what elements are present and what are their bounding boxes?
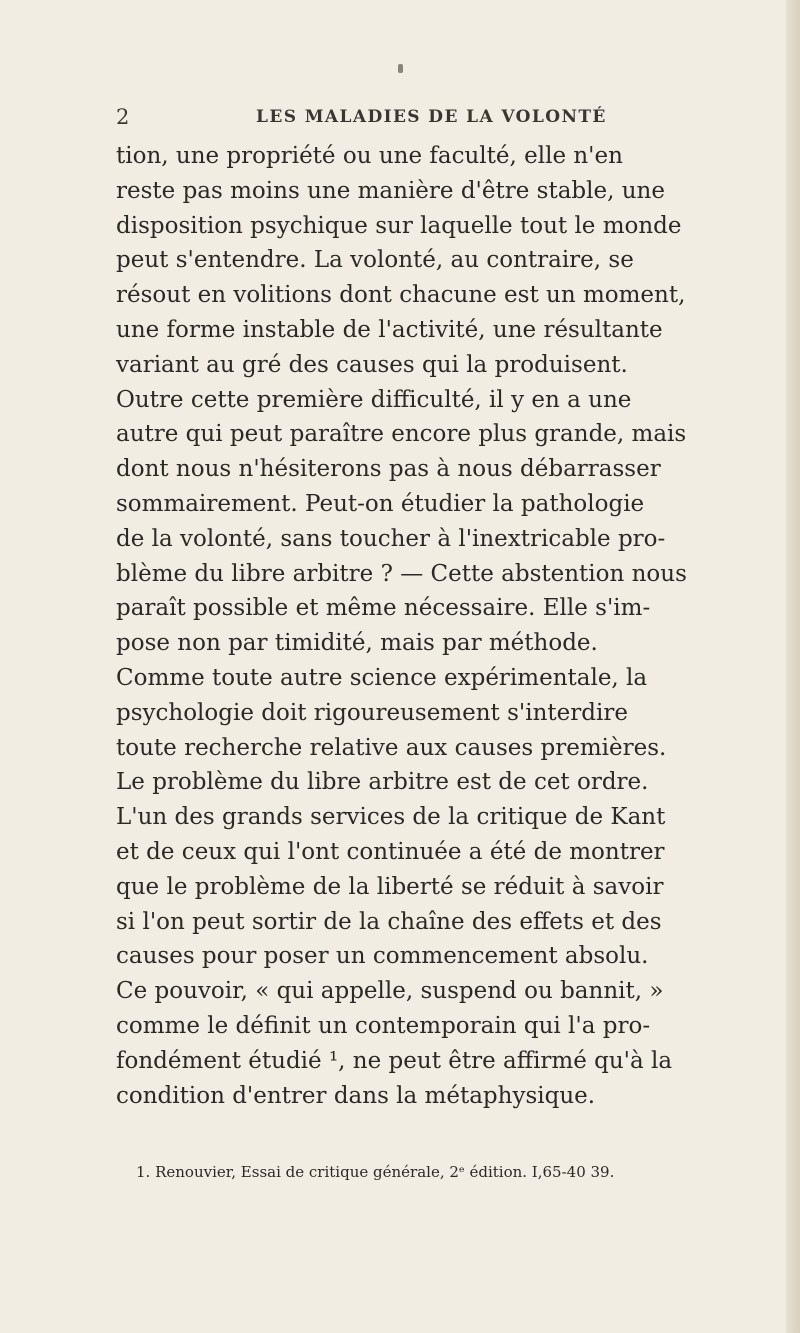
text-line: Comme toute autre science expérimentale, la — [116, 664, 648, 691]
text-line: Le problème du libre arbitre est de cet ordre. — [116, 769, 649, 796]
text-line: autre qui peut paraître encore plus grande, mais — [116, 421, 687, 448]
text-line: dont nous n'hésiterons pas à nous débarrasser — [116, 456, 661, 483]
footnote: 1. Renouvier, Essai de critique générale, 2ᵉ édition. I,65-40 39. — [136, 1163, 615, 1181]
ink-speck — [398, 64, 403, 73]
text-line: et de ceux qui l'ont continuée a été de montrer — [116, 838, 665, 865]
text-line: résout en volitions dont chacune est un moment, — [116, 282, 686, 309]
text-line: de la volonté, sans toucher à l'inextricable pro- — [116, 525, 666, 552]
page-number: 2 — [116, 105, 130, 129]
text-line: disposition psychique sur laquelle tout le monde — [116, 212, 682, 239]
text-line: une forme instable de l'activité, une résultante — [116, 316, 663, 343]
text-line: si l'on peut sortir de la chaîne des effets et des — [116, 908, 662, 935]
text-line: psychologie doit rigoureusement s'interdire — [116, 699, 628, 726]
text-line: reste pas moins une manière d'être stable, une — [116, 177, 665, 204]
running-title: LES MALADIES DE LA VOLONTÉ — [256, 107, 607, 127]
text-line: tion, une propriété ou une faculté, elle n'en — [116, 143, 623, 169]
running-header — [116, 105, 761, 131]
text-line: peut s'entendre. La volonté, au contraire, se — [116, 247, 634, 274]
body-text — [116, 139, 766, 1113]
text-line: L'un des grands services de la critique de Kant — [116, 804, 666, 831]
text-line: sommairement. Peut-on étudier la pathologie — [116, 490, 645, 517]
text-line: blème du libre arbitre ? — Cette abstention nous — [116, 560, 687, 587]
text-line: Ce pouvoir, « qui appelle, suspend ou bannit, » — [116, 978, 664, 1005]
page-edge-shadow — [786, 0, 800, 1333]
text-line: variant au gré des causes qui la produisent. — [116, 351, 628, 378]
text-line: pose non par timidité, mais par méthode. — [116, 630, 598, 657]
text-line: fondément étudié ¹, ne peut être affirmé qu'à la — [116, 1047, 673, 1074]
text-line: Outre cette première difficulté, il y en a une — [116, 386, 632, 413]
text-line: causes pour poser un commencement absolu. — [116, 943, 649, 970]
text-line: condition d'entrer dans la métaphysique. — [116, 1082, 596, 1109]
text-line: que le problème de la liberté se réduit à savoir — [116, 873, 664, 900]
text-line: comme le définit un contemporain qui l'a pro- — [116, 1012, 651, 1039]
text-line: paraît possible et même nécessaire. Elle s'im- — [116, 595, 651, 622]
text-line: toute recherche relative aux causes premières. — [116, 734, 667, 761]
